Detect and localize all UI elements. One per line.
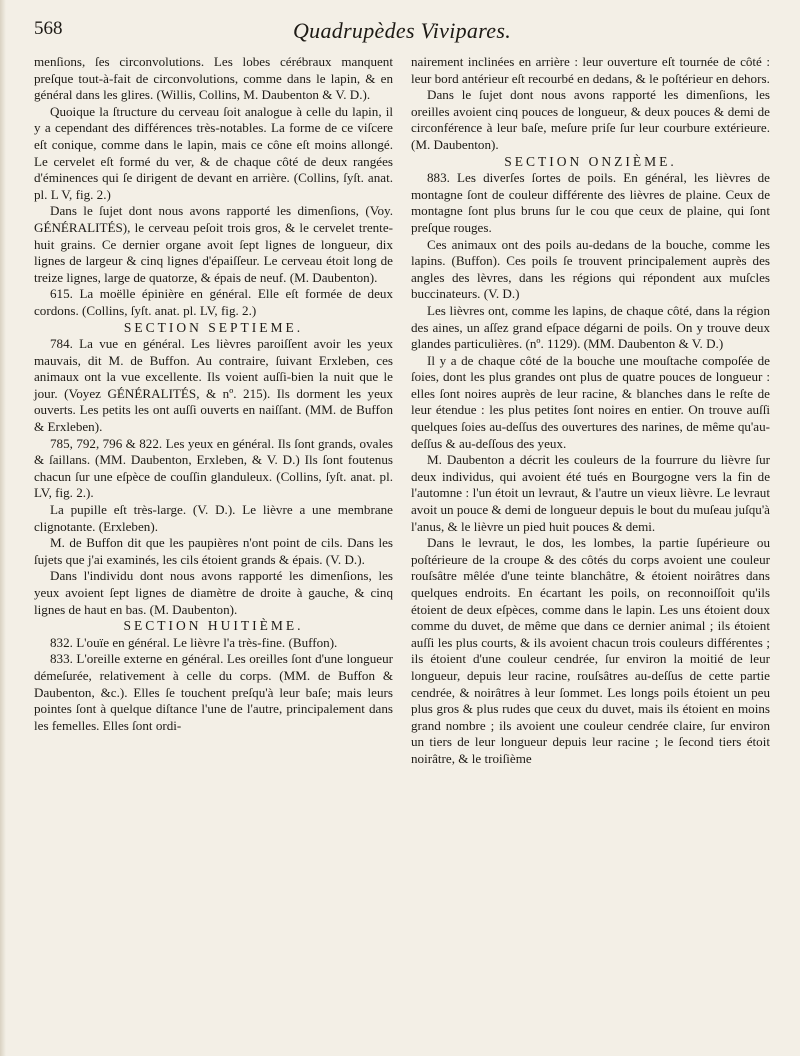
paragraph: 784. La vue en général. Les lièvres paroiſſent avoir les yeux mauvais, dit M. de Buffon. Au contraire, ſuivant Erxleben, ces animaux ont la vue excellente. Ils voient auſſi-bien la nuit que le jour. (Voyez GÉNÉRALITÉS, & nº. 215). Ils dorment les yeux ouverts. Les petits les ont auſſi ouverts en naiſſant. (MM. de Buffon & Erxleben). <box>34 336 393 435</box>
paragraph: Les lièvres ont, comme les lapins, de chaque côté, dans la région des aines, un aſſez grand eſpace dégarni de poils. On y trouve deux glandes particulières. (nº. 1129). (MM. Daubenton & V. D.) <box>411 302 770 352</box>
section-heading: SECTION HUITIÈME. <box>123 618 304 634</box>
paragraph: 883. Les diverſes ſortes de poils. En général, les lièvres de montagne ſont de couleur différente des lièvres de plaine. Ceux de montagne ſont plus bruns ſur le cou que ceux de plaine, qui ſont preſque rouges. <box>411 170 770 235</box>
binding-shadow <box>0 0 6 1056</box>
right-column <box>411 54 770 768</box>
text-columns <box>34 54 770 768</box>
paragraph: M. Daubenton a décrit les couleurs de la fourrure du lièvre ſur deux individus, qui avoient été tués en Bourgogne vers la fin de l'automne : l'un étoit un levraut, & l'autre un vieux lièvre. Le levraut avoit un pouce & demi de longueur depuis le bout du muſeau juſqu'à l'anus, & le lièvre un pied huit pouces & demi. <box>411 452 770 534</box>
section-heading: SECTION SEPTIEME. <box>123 319 304 335</box>
paragraph: 785, 792, 796 & 822. Les yeux en général. Ils ſont grands, ovales & ſaillans. (MM. Daubenton, Erxleben, & V. D.) Ils ſont foutenus chacun ſur une eſpèce de couſſin glanduleux. (Collins, ſyſt. anat. pl. LV, fig. 2.). <box>34 435 393 501</box>
left-column <box>34 54 393 768</box>
paragraph: nairement inclinées en arrière : leur ouverture eſt tournée de côté : leur bord antérieur eſt recourbé en dedans, & le poſtérieur en dehors. <box>411 54 770 86</box>
paragraph: menſions, ſes circonvolutions. Les lobes cérébraux manquent preſque tout-à-fait de circonvolutions, comme dans le lapin, & en général dans les glires. (Willis, Collins, M. Daubenton & V. D.). <box>34 54 393 103</box>
running-title: Quadrupèdes Vivipares. <box>292 18 511 43</box>
paragraph: M. de Buffon dit que les paupières n'ont point de cils. Dans les ſujets que j'ai examinés, les cils étoient grands & épais. (V. D.). <box>34 535 393 567</box>
paragraph: Dans le ſujet dont nous avons rapporté les dimenſions, les oreilles avoient cinq pouces de longueur, & deux pouces & demi de circonférence à leur baſe, meſure priſe ſur leur courbure extérieure. (M. Daubenton). <box>411 87 770 152</box>
paragraph: Dans le levraut, le dos, les lombes, la partie ſupérieure ou poſtérieure de la croupe & des côtés du corps avoient une couleur rouſsâtre mêlée d'une teinte blanchâtre, & étoient noirâtres dans quelques endroits. En écartant les poils, on reconnoiſſoit qu'ils étoient de deux eſpèces, comme dans le lapin. Les uns étoient doux comme du duvet, de même que dans ce dernier animal ; ils étoient auſſi les plus courts, & ils avoient chacun trois couleurs différentes ; ils étoient d'une couleur cendrée, ſur environ la moitié de leur longueur, depuis leur racine, rouſsâtres au-deſſus de cette partie cendrée, & noirâtres à leur ſommet. Les longs poils étoient un peu plus gros & plus rudes que ceux du duvet, mais ils étoient en moins grand nombre ; ils avoient une couleur cendrée claire, ſur environ un tiers de leur longueur depuis leur racine ; le ſecond tiers étoit noirâtre, & le troiſième <box>411 535 770 766</box>
page-number: 568 <box>34 18 63 39</box>
paragraph: Ces animaux ont des poils au-dedans de la bouche, comme les lapins. (Buffon). Ces poils ſe trouvent principalement auprès des angles des lèvres, dans les régions qui répondent aux muſcles buccinateurs. (V. D.) <box>411 236 770 302</box>
paragraph: 833. L'oreille externe en général. Les oreilles ſont d'une longueur démeſurée, relativement à celle du corps. (MM. de Buffon & Daubenton, &c.). Elles ſe touchent preſqu'à leur baſe; mais leurs pointes ſont à quelque diſtance l'une de l'autre, principalement dans les femelles. Elles ſont ordi- <box>34 651 393 733</box>
paragraph: La pupille eſt très-large. (V. D.). Le lièvre a une membrane clignotante. (Erxleben). <box>34 502 393 534</box>
paragraph: Il y a de chaque côté de la bouche une mouſtache compoſée de ſoies, dont les plus grandes ont plus de quatre pouces de longueur : elles ſont noires auprès de leur racine, & blanches dans le reſte de leur étendue : les plus petites ſont noires en entier. On trouve auſſi quelques ſoies au-deſſus des ouvertures des narines, de même qu'au-deſſus & au-deſſous des yeux. <box>411 352 770 451</box>
section-heading: SECTION ONZIÈME. <box>504 153 677 169</box>
paragraph: 832. L'ouïe en général. Le lièvre l'a très-fine. (Buffon). <box>50 634 338 650</box>
paragraph: 615. La moëlle épinière en général. Elle eſt formée de deux cordons. (Collins, ſyſt. anat. pl. LV, fig. 2.) <box>34 286 393 318</box>
paragraph: Dans le ſujet dont nous avons rapporté les dimenſions, (Voy. GÉNÉRALITÉS), le cerveau peſoit trois gros, & le cervelet trente-huit grains. Ce dernier organe avoit ſept lignes de longueur, dix lignes de largeur & cinq lignes d'épaiſſeur. Le cerveau étoit long de treize lignes, large de quatorze, & épais de neuf. (M. Daubenton). <box>34 203 393 285</box>
page-header <box>34 18 770 54</box>
paragraph: Dans l'individu dont nous avons rapporté les dimenſions, les yeux avoient ſept lignes de diamètre de droite à gauche, & cinq lignes de haut en bas. (M. Daubenton). <box>34 568 393 617</box>
paragraph: Quoique la ſtructure du cerveau ſoit analogue à celle du lapin, il y a cependant des différences très-notables. La forme de ce viſcere eſt conique, comme dans le lapin, mais ce cône eſt moins allongé. Le cervelet eſt formé du ver, & de chaque côté de deux rangées d'éminences qui ſe dirigent de devant en arrière. (Collins, ſyſt. anat. pl. L V, fig. 2.) <box>34 103 393 202</box>
